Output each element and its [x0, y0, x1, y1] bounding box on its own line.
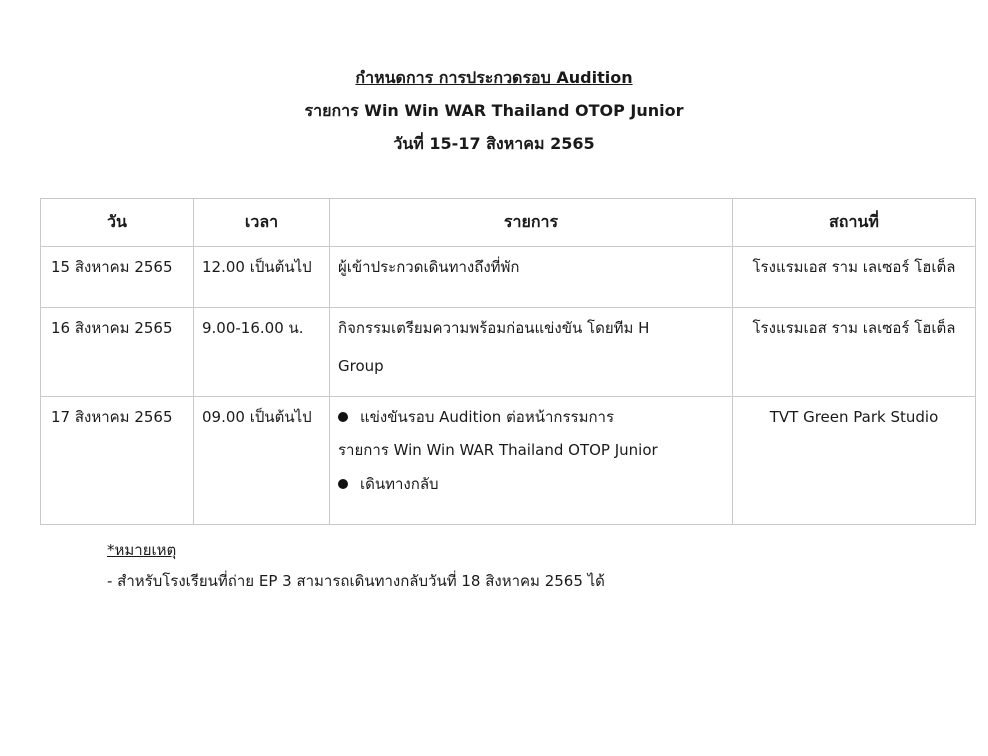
cell-place: โรงแรมเอส ราม เลเซอร์ โฮเต็ล	[733, 247, 976, 308]
cell-item	[330, 397, 733, 525]
table-row	[41, 308, 976, 397]
schedule-table	[40, 198, 976, 525]
bullet-dot-icon	[338, 412, 348, 422]
cell-place: TVT Green Park Studio	[733, 397, 976, 525]
cell-date: 16 สิงหาคม 2565	[41, 308, 194, 397]
bullet-continuation: รายการ Win Win WAR Thailand OTOP Junior	[338, 441, 658, 459]
table-row	[41, 247, 976, 308]
header-day: วัน	[41, 199, 194, 247]
header-item: รายการ	[330, 199, 733, 247]
bullet-item	[338, 474, 726, 494]
bullet-text: แข่งขันรอบ Audition ต่อหน้ากรรมการ	[360, 408, 615, 426]
table-header-row	[41, 199, 976, 247]
cell-time: 12.00 เป็นต้นไป	[194, 247, 330, 308]
program-name: รายการ Win Win WAR Thailand OTOP Junior	[304, 101, 684, 120]
bullet-item	[338, 407, 726, 427]
bullet-dot-icon	[338, 479, 348, 489]
note-section	[107, 540, 605, 591]
item-text-line: กิจกรรมเตรียมความพร้อมก่อนแข่งขัน โดยทีม H	[338, 319, 650, 337]
date-range: วันที่ 15-17 สิงหาคม 2565	[393, 134, 595, 153]
cell-date: 17 สิงหาคม 2565	[41, 397, 194, 525]
bullet-text: เดินทางกลับ	[360, 475, 439, 493]
note-text: - สำหรับโรงเรียนที่ถ่าย EP 3 สามารถเดินทางกลับวันที่ 18 สิงหาคม 2565 ได้	[107, 572, 605, 590]
cell-date: 15 สิงหาคม 2565	[41, 247, 194, 308]
cell-place: โรงแรมเอส ราม เลเซอร์ โฮเต็ล	[733, 308, 976, 397]
item-text-line: Group	[338, 357, 384, 375]
note-title: *หมายเหตุ	[107, 541, 177, 559]
table-row	[41, 397, 976, 525]
header-place: สถานที่	[733, 199, 976, 247]
document-header	[0, 68, 988, 154]
header-time: เวลา	[194, 199, 330, 247]
cell-item: ผู้เข้าประกวดเดินทางถึงที่พัก	[330, 247, 733, 308]
cell-item	[330, 308, 733, 397]
schedule-title: กำหนดการ การประกวดรอบ Audition	[355, 68, 633, 87]
cell-time: 9.00-16.00 น.	[194, 308, 330, 397]
cell-time: 09.00 เป็นต้นไป	[194, 397, 330, 525]
